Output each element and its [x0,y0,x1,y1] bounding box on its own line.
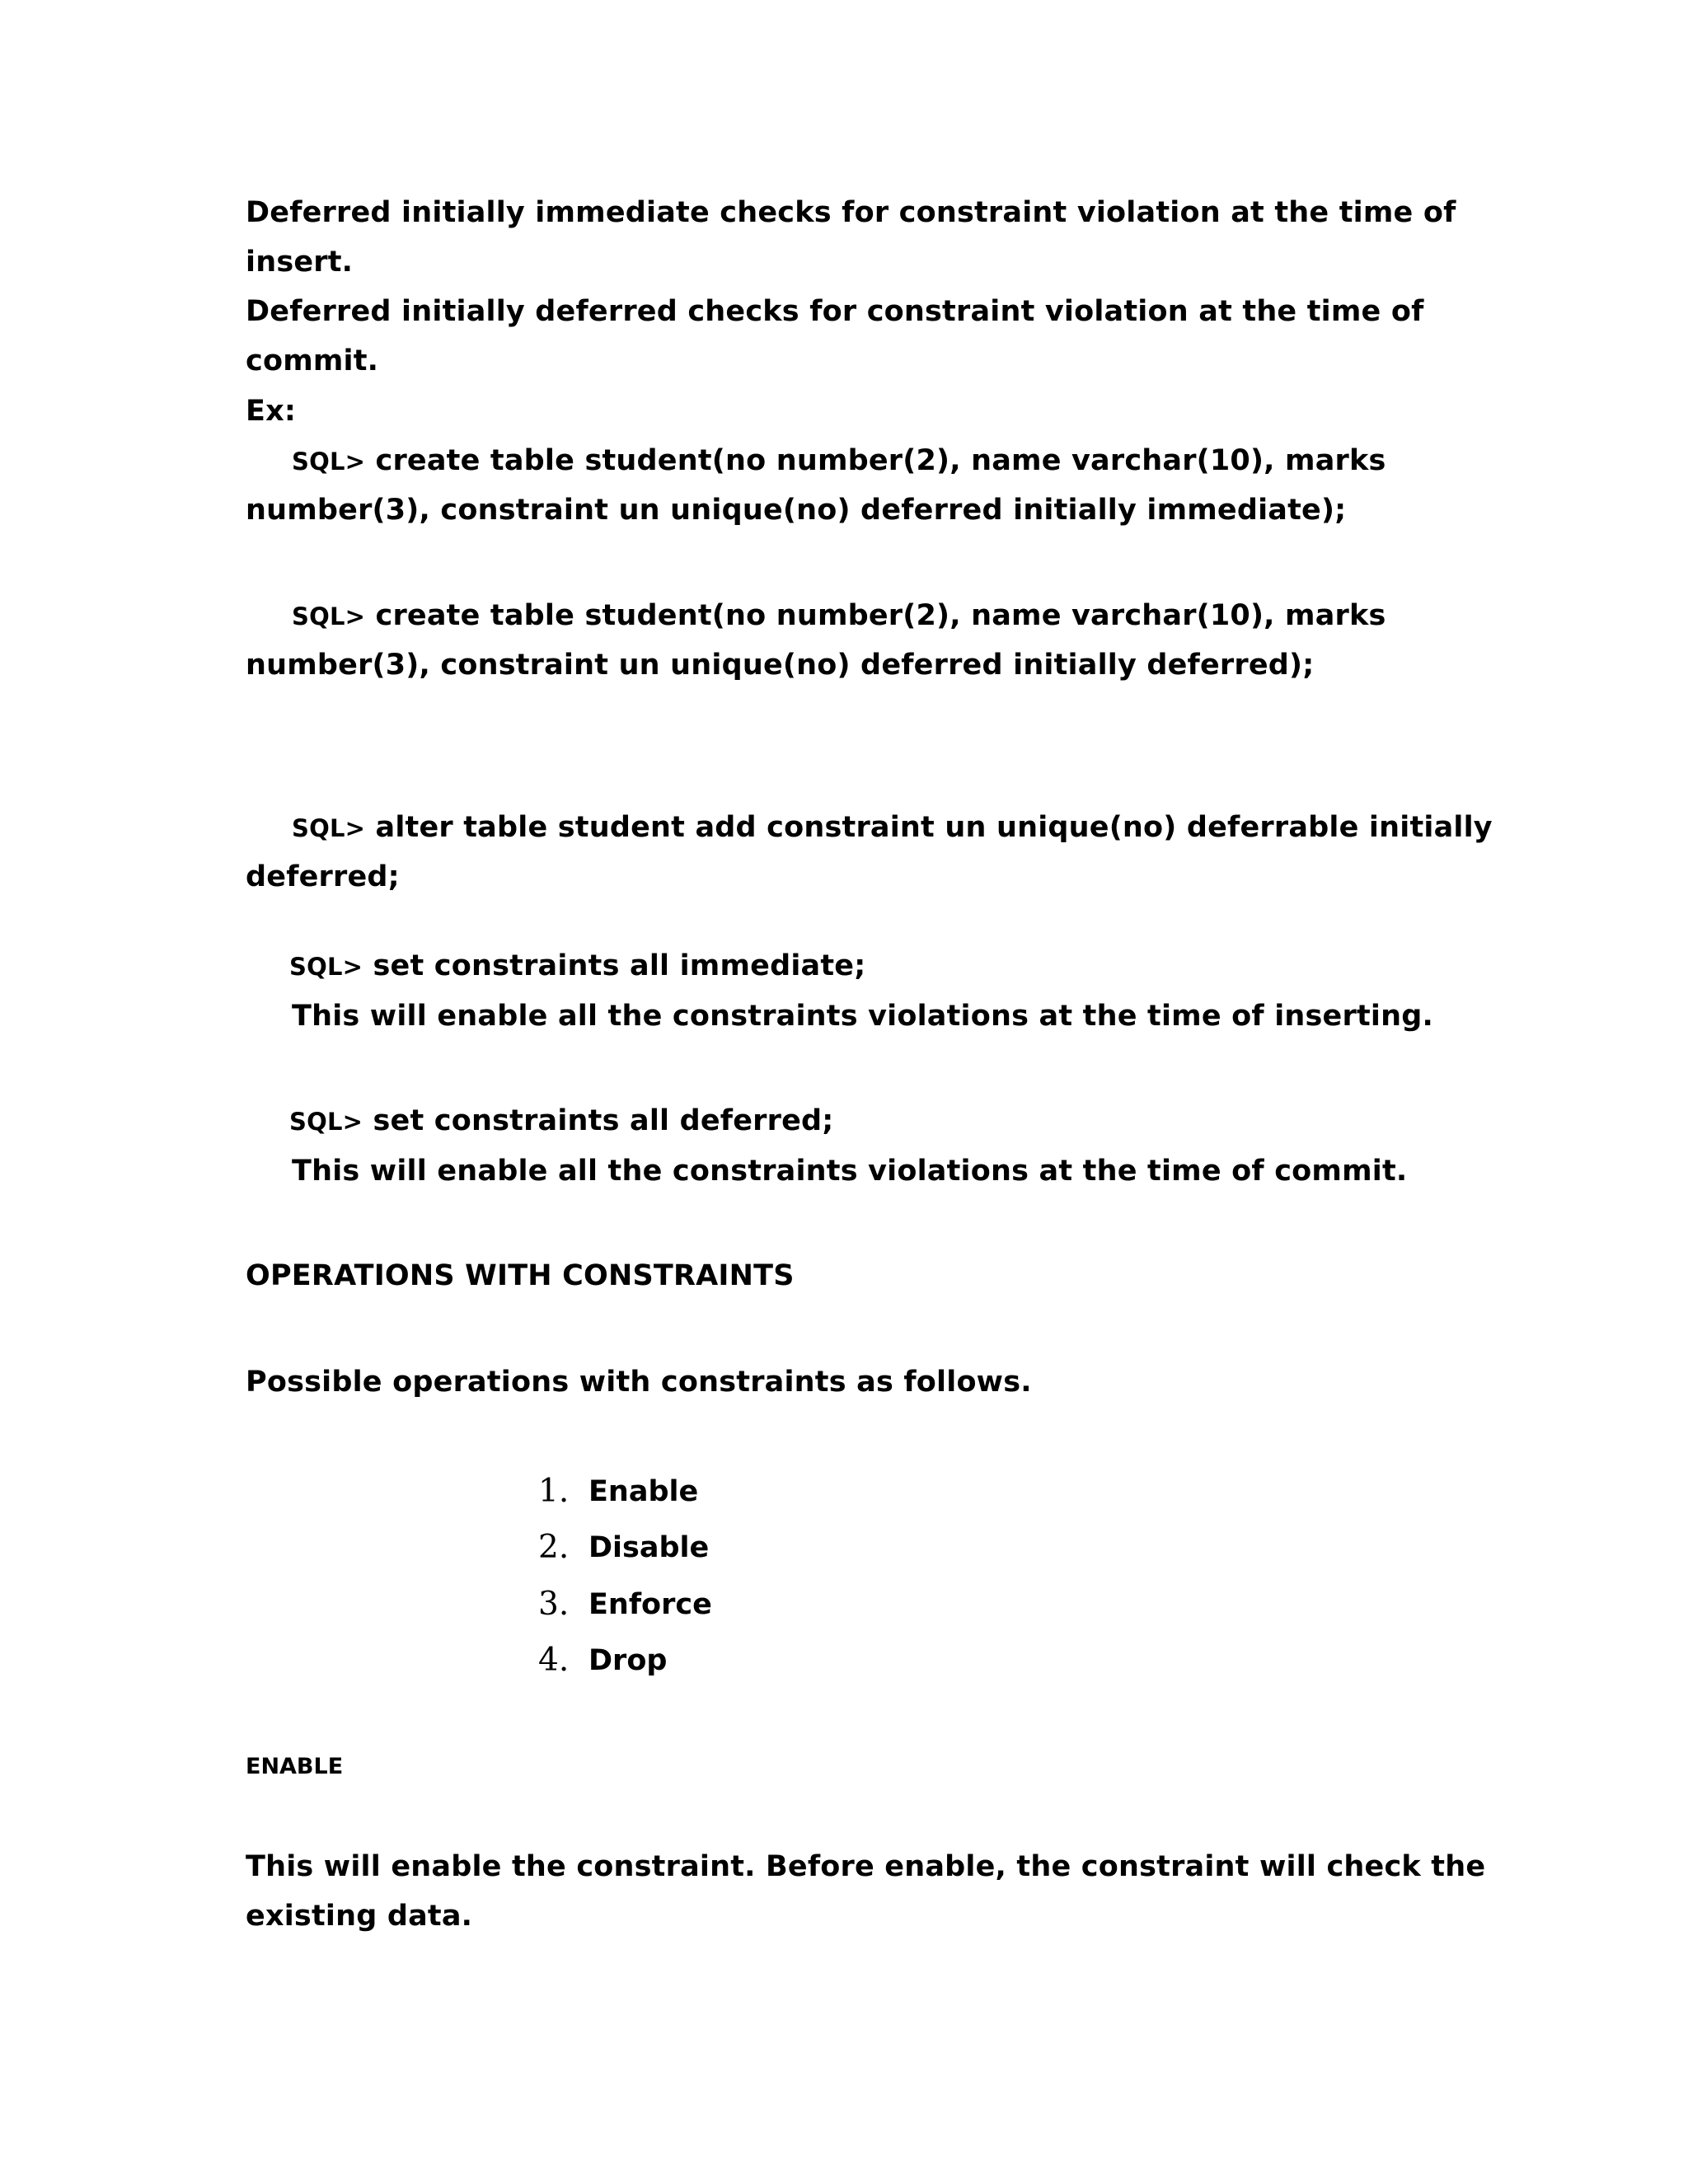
example-4-command: set constraints all immediate; [363,949,866,982]
list-number: 4. [538,1642,570,1679]
example-2-command: create table student(no number(2), name varchar(10), marks [365,599,1386,632]
example-1-line-1 [292,443,1386,479]
sql-prompt: SQL> [292,814,366,842]
enable-text-line-2: existing data. [246,1900,473,1933]
list-number: 2. [538,1529,570,1566]
sql-prompt: SQL> [289,1108,363,1136]
example-5-command: set constraints all deferred; [363,1104,834,1137]
list-number: 1. [538,1473,570,1510]
example-5-command-line [289,1104,833,1139]
example-5-note: This will enable all the constraints violations at the time of commit. [292,1155,1408,1188]
paragraph-immediate-line-1: Deferred initially immediate checks for constraint violation at the time of [246,196,1456,229]
enable-text-line-1: This will enable the constraint. Before enable, the constraint will check the [246,1850,1486,1883]
example-4-note: This will enable all the constraints violations at the time of inserting. [292,1000,1433,1033]
operations-intro: Possible operations with constraints as follows. [246,1366,1032,1399]
list-label: Drop [588,1644,668,1677]
list-number: 3. [538,1586,570,1623]
example-3-command: alter table student add constraint un unique(no) deferrable initially [365,811,1493,844]
list-label: Enforce [588,1588,712,1621]
list-label: Disable [588,1531,710,1564]
enable-heading: ENABLE [246,1754,344,1779]
sql-prompt: SQL> [292,602,366,630]
paragraph-deferred-line-1: Deferred initially deferred checks for constraint violation at the time of [246,295,1424,328]
example-3-line-1 [292,810,1493,846]
list-label: Enable [588,1475,699,1508]
example-4-command-line [289,949,865,984]
example-label: Ex: [246,395,297,428]
example-2-line-2: number(3), constraint un unique(no) deferred initially deferred); [246,649,1315,682]
example-3-line-2: deferred; [246,860,400,893]
sql-prompt: SQL> [289,953,363,981]
paragraph-immediate-line-2: insert. [246,246,354,279]
paragraph-deferred-line-2: commit. [246,344,379,377]
sql-prompt: SQL> [292,448,366,476]
section-heading: OPERATIONS WITH CONSTRAINTS [246,1259,795,1292]
example-1-command: create table student(no number(2), name varchar(10), marks [365,444,1386,477]
example-1-line-2: number(3), constraint un unique(no) deferred initially immediate); [246,494,1347,527]
example-2-line-1 [292,598,1386,634]
